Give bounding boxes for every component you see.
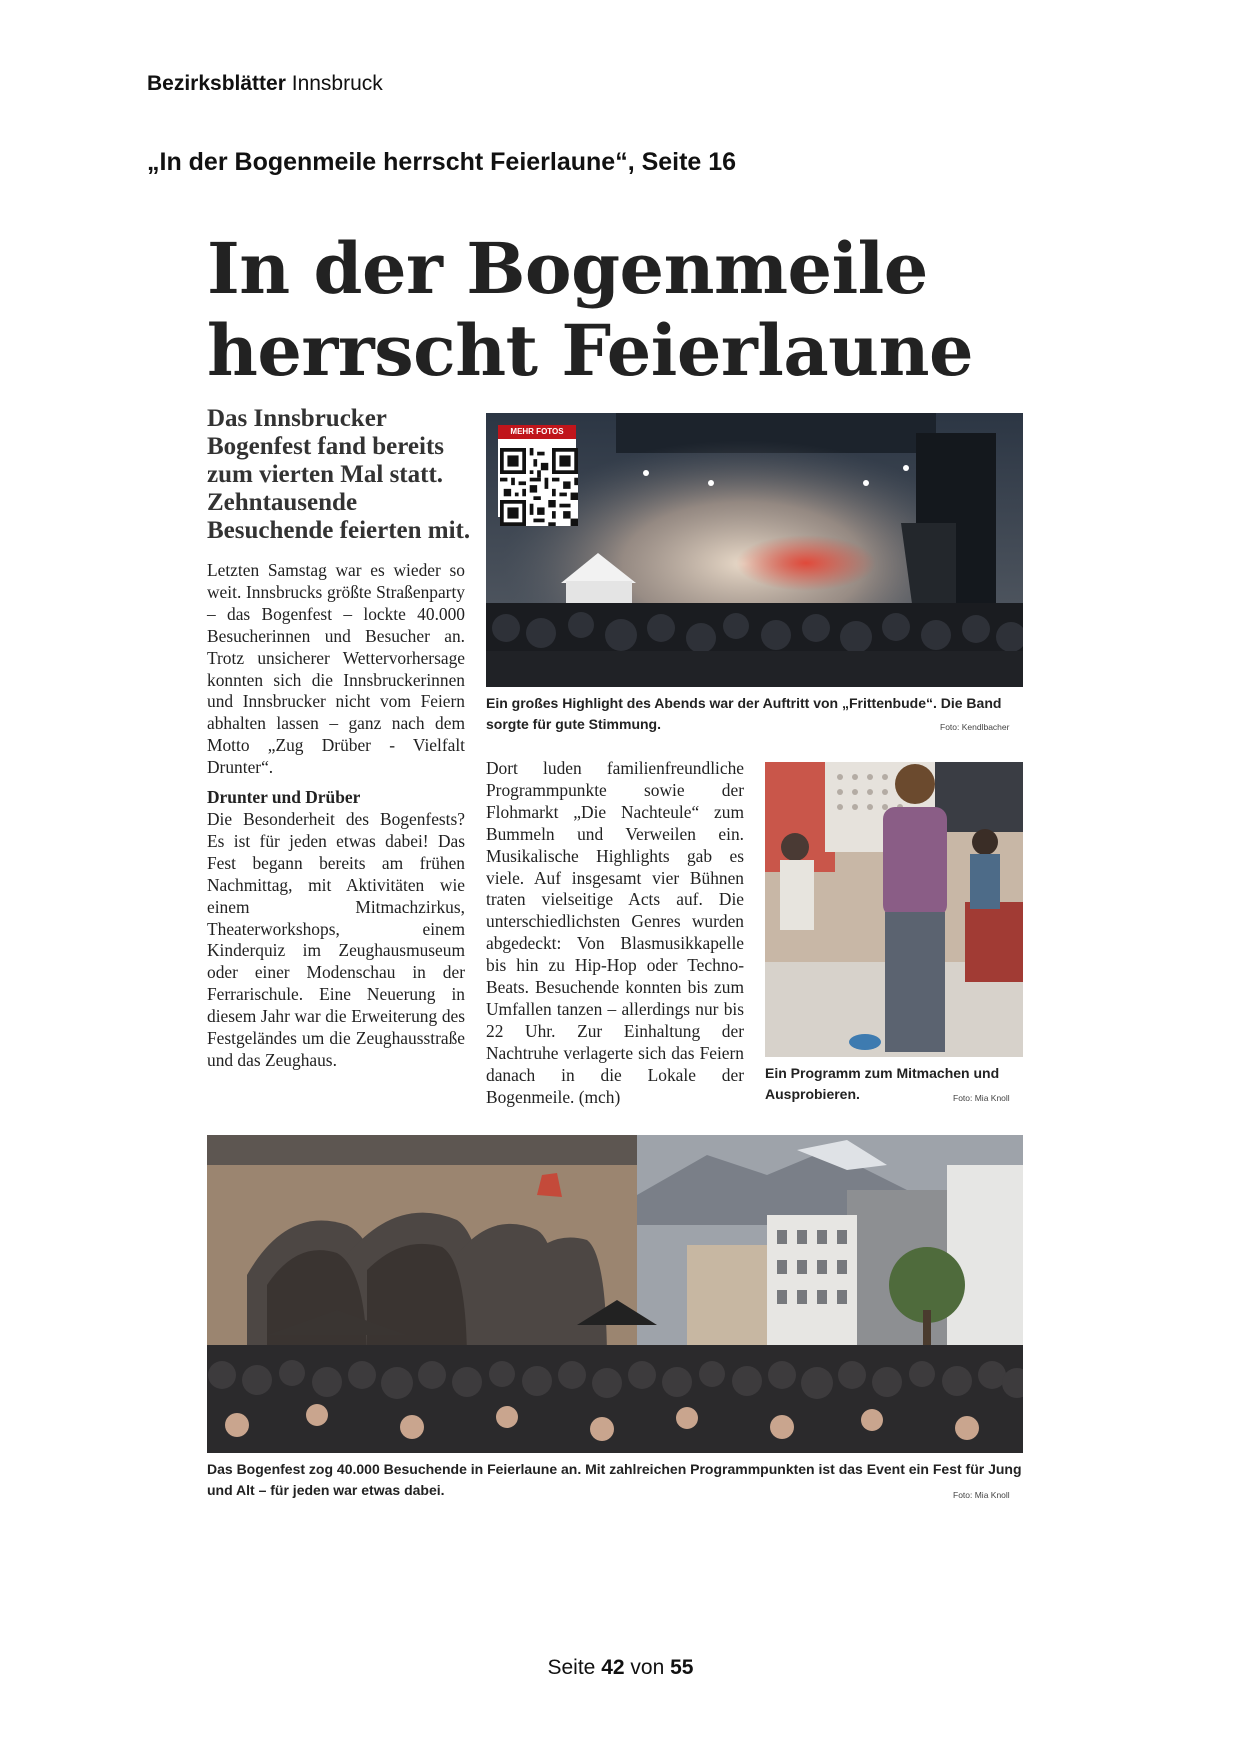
participant-photo-credit: Foto: Mia Knoll	[953, 1093, 1010, 1103]
footer-prefix: Seite	[547, 1656, 596, 1679]
participant-photo	[765, 762, 1023, 1057]
column2-paragraph: Dort luden familienfreundliche Programmpunkte sowie der Flohmarkt „Die Nachteule“ zum Bummeln und Verweilen ein. Musikalische Highlights gab es viele. Auf insgesamt vier Bühnen traten vielseitige Acts auf. Die unterschiedlichsten Genres wurden abgedeckt: Von Blasmusikkapelle bis hin zu Hip-Hop oder Techno-Beats. Besuchende konnten bis zum Umfallen tanzen – allerdings nur bis 22 Uhr. Zur Einhaltung der Nachtruhe verlagerte sich das Feiern danach in die Lokale der Bogenmeile. (mch)	[486, 758, 744, 1107]
column1-paragraph-2: Die Besonderheit des Bogenfests? Es ist für jeden etwas dabei! Das Fest begann bereits am frühen Nachmittag, mit Aktivitäten wie einem Mitmachzirkus, Theaterworkshops, einem Kinderquiz im Zeughausmuseum oder einer Modenschau in der Ferrarischule. Eine Neuerung in diesem Jahr war die Erweiterung des Festgeländes um die Zeughausstraße und das Zeughaus.	[207, 808, 465, 1070]
headline-line-1: In der Bogenmeile	[207, 227, 928, 310]
concert-photo	[486, 413, 1023, 687]
participant-photo-caption: Ein Programm zum Mitmachen und Ausprobieren.	[765, 1065, 1000, 1102]
bogenmeile-illustration	[207, 1135, 1023, 1453]
concert-photo-credit: Foto: Kendlbacher	[940, 722, 1010, 732]
footer-separator: von	[630, 1656, 665, 1679]
qr-code-icon	[500, 441, 578, 533]
publication-name: Bezirksblätter	[147, 72, 286, 95]
concert-photo-caption: Ein großes Highlight des Abends war der Auftritt von „Frittenbude“. Die Band sorgte für gute Stimmung.	[486, 695, 1002, 732]
publication-header	[147, 72, 383, 96]
article-reference: „In der Bogenmeile herrscht Feierlaune“, Seite 16	[147, 148, 737, 176]
article-column-1	[207, 560, 465, 1072]
column1-paragraph-1: Letzten Samstag war es wieder so weit. Innsbrucks größte Straßenparty – das Bogenfest – lockte 40.000 Besucherinnen und Besucher an. Trotz unsicherer Wettervorhersage konnten sich die Innsbruckerinnen und Innsbrucker nicht vom Feiern abhalten lassen – ganz nach dem Motto „Zug Drüber - Vielfalt Drunter“.	[207, 560, 465, 778]
qr-code-label: MEHR FOTOS	[498, 425, 576, 439]
bogenmeile-photo-caption: Das Bogenfest zog 40.000 Besuchende in Feierlaune an. Mit zahlreichen Programmpunkten ist das Event ein Fest für Jung und Alt – für jeden war etwas dabei.	[207, 1461, 1022, 1498]
participant-illustration	[765, 762, 1023, 1057]
article-column-2	[486, 758, 744, 1109]
footer-current-page: 42	[601, 1656, 625, 1679]
page-footer	[0, 1656, 1241, 1680]
footer-total-pages: 55	[670, 1656, 694, 1679]
article-headline	[207, 228, 1107, 392]
publication-region: Innsbruck	[291, 72, 383, 95]
bogenmeile-crowd-photo	[207, 1135, 1023, 1453]
bogenmeile-photo-credit: Foto: Mia Knoll	[953, 1490, 1010, 1500]
column1-subheading: Drunter und Drüber	[207, 787, 361, 808]
headline-line-2: herrscht Feierlaune	[207, 309, 974, 392]
qr-code-box[interactable]	[498, 425, 576, 517]
article-lead: Das Innsbrucker Bogenfest fand bereits zum vierten Mal statt. Zehntausende Besuchende feierten mit.	[207, 405, 471, 544]
